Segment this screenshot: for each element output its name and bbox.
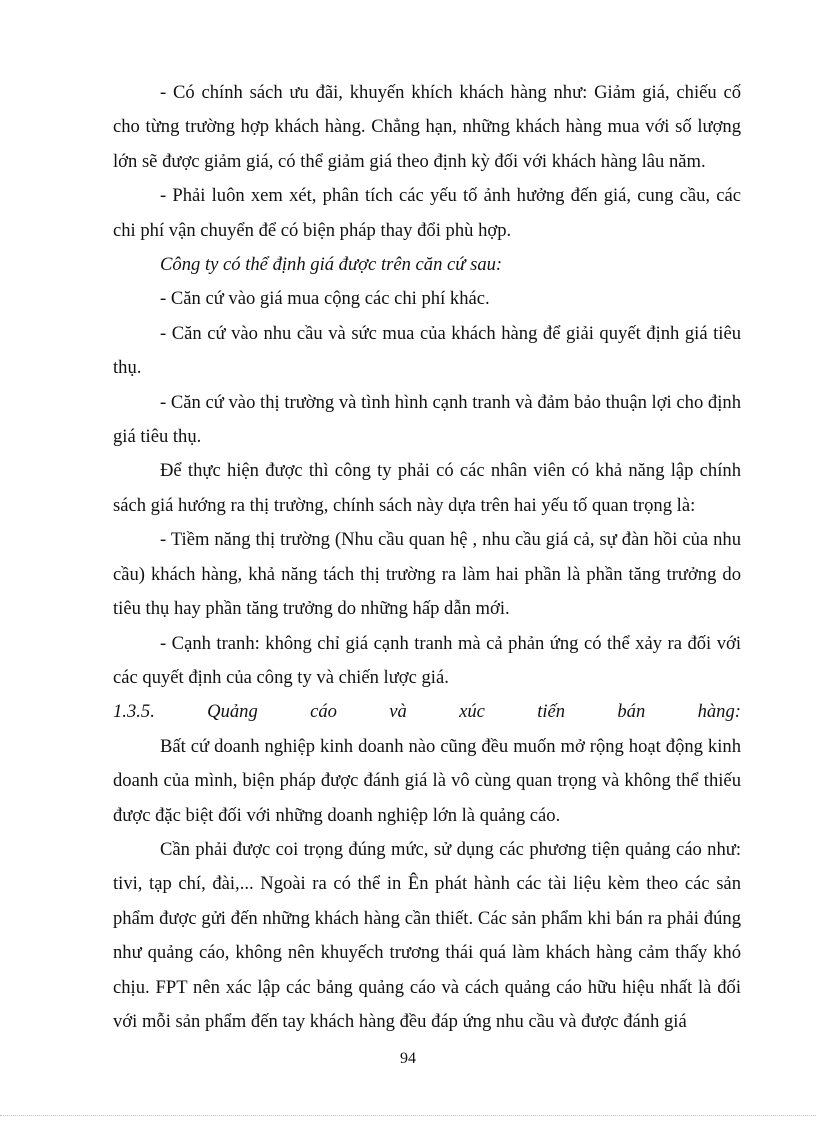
heading-word: cáo (310, 701, 337, 723)
heading-word: và (389, 701, 407, 723)
paragraph-basis-cost: - Căn cứ vào giá mua cộng các chi phí khác. (160, 288, 490, 310)
heading-word: Quảng (207, 701, 258, 723)
paragraph-competition: - Cạnh tranh: không chỉ giá cạnh tranh mà cả phản ứng có thể xảy ra đối với các quyết định của công ty và chiến lược giá. (113, 632, 741, 688)
paragraph-basis-market: - Căn cứ vào thị trường và tình hình cạnh tranh và đảm bảo thuận lợi cho định giá tiêu thụ. (113, 391, 741, 448)
paragraph-advertising-media: Cần phải được coi trọng đúng mức, sử dụng các phương tiện quảng cáo như: tivi, tạp chí, đài,... Ngoài ra có thể in Ên phát hành các tài liệu kèm theo các sản phẩm được gửi đến những khách hàng cần thiết. Các sản phẩm khi bán ra phải đúng như quảng cáo, không nên khuyếch trương thái quá làm khách hàng cảm thấy khó chịu. FPT nên xác lập các bảng quảng cáo và cách quảng cáo hữu hiệu nhất là đối với mỗi sản phẩm đến tay khách hàng đều đáp ứng nhu cầu và được đánh giá (113, 838, 741, 1032)
paragraph-pricing-basis-intro: Công ty có thể định giá được trên căn cứ sau: (160, 254, 503, 276)
heading-word: bán (617, 701, 646, 723)
page-bottom-border (0, 1115, 816, 1116)
section-heading-advertising (113, 695, 741, 729)
paragraph-advertising-importance: Bất cứ doanh nghiệp kinh doanh nào cũng đều muốn mở rộng hoạt động kinh doanh của mình, biện pháp được đánh giá là vô cùng quan trọng và không thể thiếu được đặc biệt đối với những doanh nghiệp lớn là quảng cáo. (113, 735, 741, 826)
paragraph-pricing-staff: Để thực hiện được thì công ty phải có các nhân viên có khả năng lập chính sách giá hướng ra thị trường, chính sách này dựa trên hai yếu tố quan trọng là: (113, 460, 741, 516)
paragraph-price-factors: - Phải luôn xem xét, phân tích các yếu tố ảnh hưởng đến giá, cung cầu, các chi phí vận chuyển để có biện pháp thay đổi phù hợp. (113, 185, 741, 241)
paragraph-market-potential: - Tiềm năng thị trường (Nhu cầu quan hệ , nhu cầu giá cả, sự đàn hồi của nhu cầu) khách hàng, khả năng tách thị trường ra làm hai phần là phần tăng trưởng do tiêu thụ hay phần tăng trưởng do những hấp dẫn mới. (113, 529, 741, 620)
page-body (113, 76, 741, 1039)
heading-word: xúc (459, 701, 485, 723)
page-number: 94 (400, 1050, 416, 1067)
paragraph-price-incentives: - Có chính sách ưu đãi, khuyến khích khách hàng như: Giảm giá, chiếu cố cho từng trường hợp khách hàng. Chẳng hạn, những khách hàng mua với số lượng lớn sẽ được giảm giá, có thể giảm giá theo định kỳ đối với khách hàng lâu năm. (113, 82, 741, 172)
heading-word: 1.3.5. (113, 701, 155, 723)
paragraph-basis-demand: - Căn cứ vào nhu cầu và sức mua của khách hàng để giải quyết định giá tiêu thụ. (113, 322, 741, 379)
heading-word: hàng: (697, 701, 741, 723)
heading-word: tiến (537, 701, 566, 723)
